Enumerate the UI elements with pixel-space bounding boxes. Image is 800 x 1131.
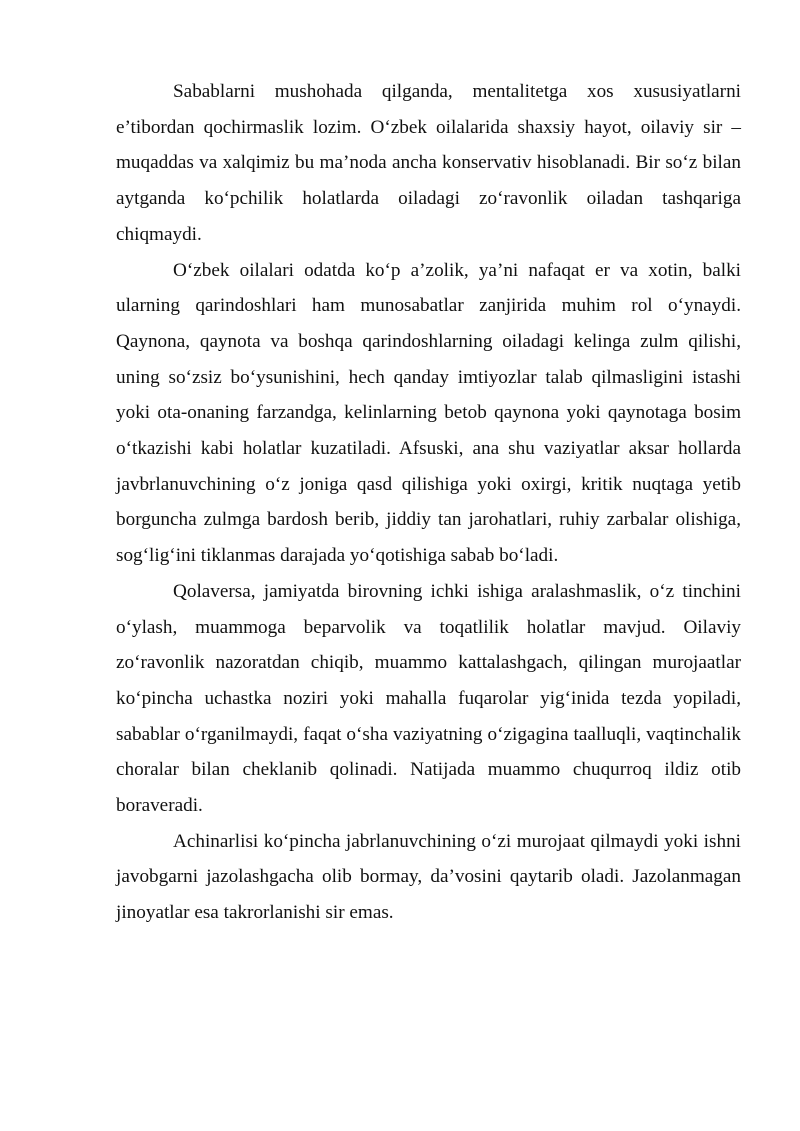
paragraph: Qolaversa, jamiyatda birovning ichki ishiga aralashmaslik, o‘z tinchini o‘ylash, muammoga beparvolik va toqatlilik holatlar mavjud. Oilaviy zo‘ravonlik nazoratdan chiqib, muammo kattalashgach, qilingan murojaatlar ko‘pincha uchastka noziri yoki mahalla fuqarolar yig‘inida tezda yopiladi, sabablar o‘rganilmaydi, faqat o‘sha vaziyatning o‘zigagina taalluqli, vaqtinchalik choralar bilan cheklanib qolinadi. Natijada muammo chuqurroq ildiz otib boraveradi. [116,580,741,817]
paragraph: Sabablarni mushohada qilganda, mentalitetga xos xususiyatlarni e’tibordan qochirmaslik lozim. O‘zbek oilalarida shaxsiy hayot, oilaviy sir – muqaddas va xalqimiz bu ma’noda ancha konservativ hisoblanadi. Bir so‘z bilan aytganda ko‘pchilik holatlarda oiladagi zo‘ravonlik oiladan tashqariga chiqmaydi. [116,81,741,245]
paragraph: O‘zbek oilalari odatda ko‘p a’zolik, ya’ni nafaqat er va xotin, balki ularning qarindoshlari ham munosabatlar zanjirida muhim rol o‘ynaydi. Qaynona, qaynota va boshqa qarindoshlarning oiladagi kelinga zulm qilishi, uning so‘zsiz bo‘ysunishini, hech qanday imtiyozlar talab qilmasligini istashi yoki ota-onaning farzandga, kelinlarning betob qaynona yoki qaynotaga bosim o‘tkazishi kabi holatlar kuzatiladi. Afsuski, ana shu vaziyatlar aksar hollarda javbrlanuvchining o‘z joniga qasd qilishiga yoki oxirgi, kritik nuqtaga yetib borguncha zulmga bardosh berib, jiddiy tan jarohatlari, ruhiy zarbalar olishiga, sog‘lig‘ini tiklanmas darajada yo‘qotishiga sabab bo‘ladi. [116,259,741,567]
paragraph: Achinarlisi ko‘pincha jabrlanuvchining o‘zi murojaat qilmaydi yoki ishni javobgarni jazolashgacha olib bormay, da’vosini qaytarib oladi. Jazolanmagan jinoyatlar esa takrorlanishi sir emas. [116,830,741,924]
document-body [116,74,741,931]
